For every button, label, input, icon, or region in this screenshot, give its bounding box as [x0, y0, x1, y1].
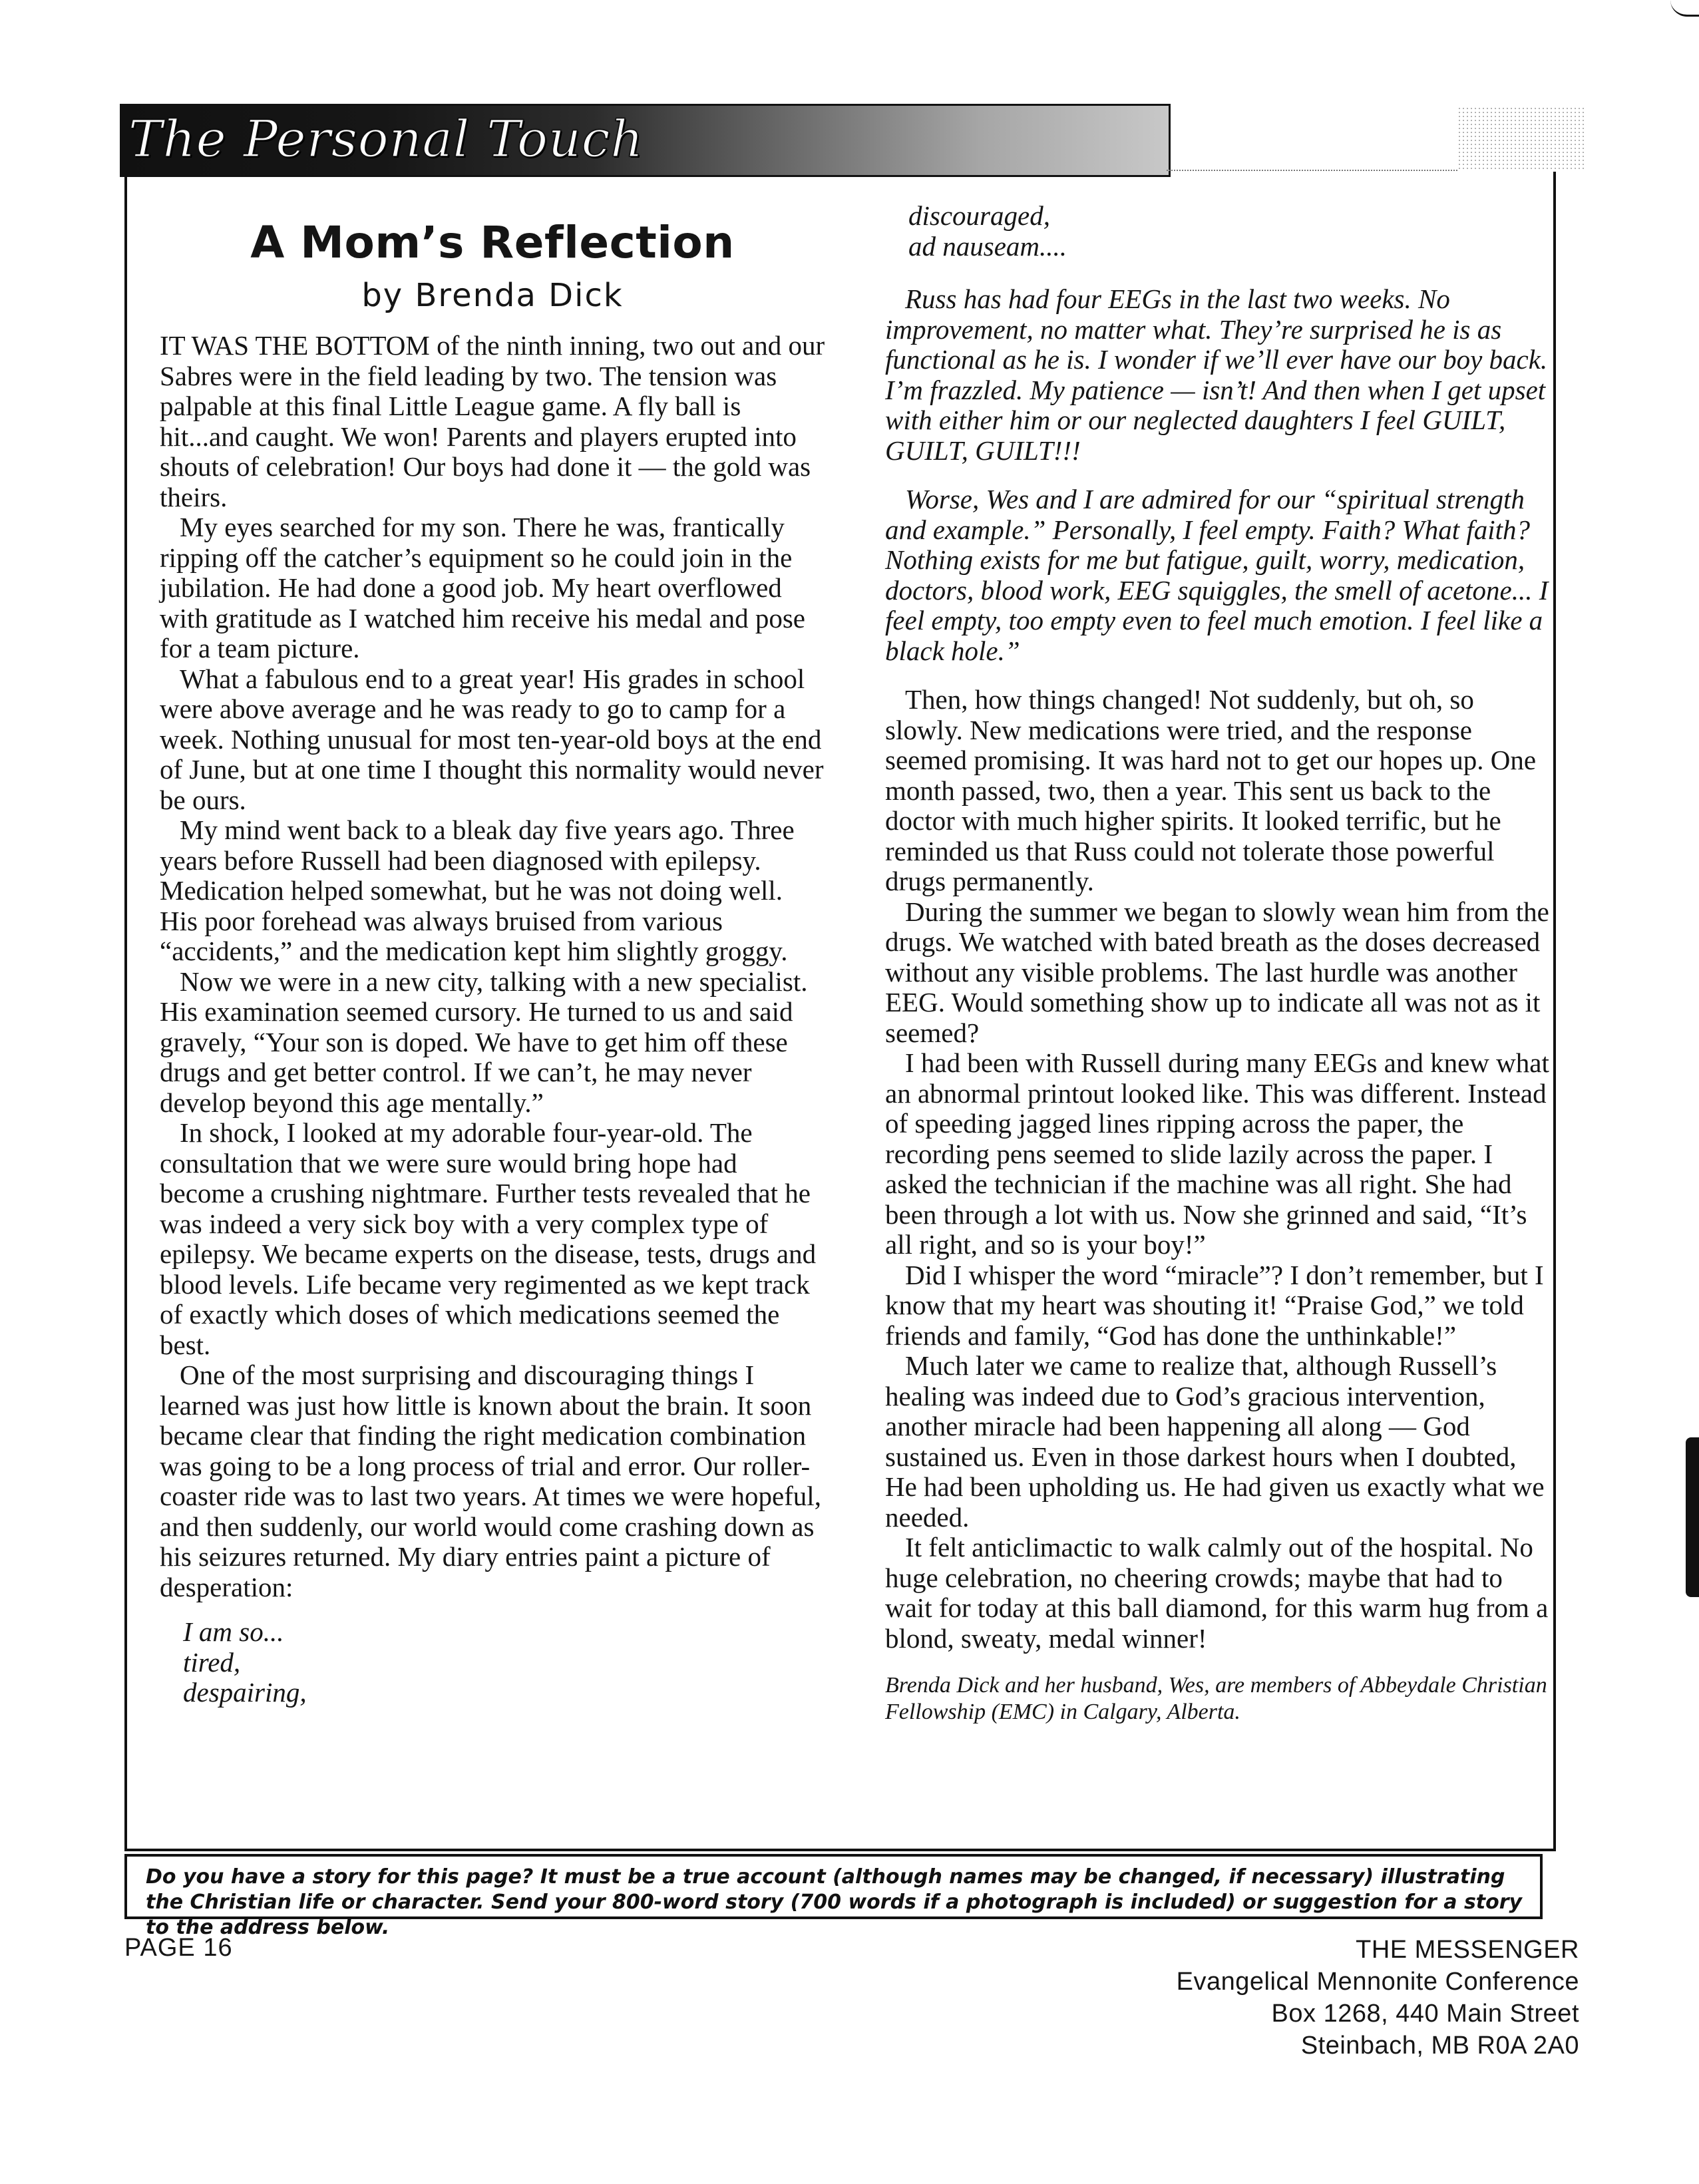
lead-in: IT WAS THE BOTTOM — [160, 330, 430, 361]
scan-corner-mark — [1670, 0, 1699, 17]
paragraph — [160, 331, 825, 512]
paragraph: It felt anticlimactic to walk calmly out of the hospital. No huge celebration, no cheering crowds; maybe that had to wait for today at this ball diamond, for this warm hug from a blond, sweaty, medal winner! — [885, 1532, 1549, 1654]
diary-quote: Russ has had four EEGs in the last two weeks. No improvement, no matter what. They’re surprised he is as functional as he is. I wonder if we’ll ever have our boy back. I’m frazzled. My patience — isn’t! And then when I get upset with either him or our neglected daughters I feel GUILT, GUILT, GUILT!!! — [885, 283, 1548, 466]
banner-screen-texture — [1457, 106, 1584, 170]
diary-line: tired, — [183, 1646, 241, 1678]
diary-entry — [183, 1617, 825, 1708]
paragraph: Then, how things changed! Not suddenly, but oh, so slowly. New medications were tried, and the response seemed promising. It was hard not to get our hopes up. One month passed, two, then a year. This sent us back to the doctor with much higher spirits. It looked terrific, but he reminded us that Russ could not tolerate those powerful drugs permanently. — [885, 684, 1537, 896]
article-left-column — [160, 208, 825, 1708]
diary-line: despairing, — [183, 1677, 307, 1708]
banner-dotted-rule — [1167, 170, 1457, 171]
paragraph: My eyes searched for my son. There he was, frantically ripping off the catcher’s equipment so he could join in the jubilation. He had done a good job. My heart overflowed with gratitude as I watched him receive his medal and pose for a team picture. — [160, 512, 806, 663]
address-line: Steinbach, MB R0A 2A0 — [1300, 2032, 1579, 2060]
diary-entry-continued — [908, 201, 1551, 262]
section-title: The Personal Touch — [128, 109, 644, 168]
story-submission-callout: Do you have a story for this page? It must be a true account (although names may be changed, if necessary) illustrating the Christian life or character. Send your 800-word story (700 words if a photograph is included) or suggestion for a story to the address below. — [124, 1854, 1543, 1919]
article-right-column — [885, 201, 1551, 1726]
article-title: A Mom’s Reflection — [250, 217, 735, 268]
diary-line: I am so... — [183, 1616, 284, 1647]
paragraph: My mind went back to a bleak day five years ago. Three years before Russell had been diagnosed with epilepsy. Medication helped somewhat, but he was not doing well. His poor forehead was always bruised from various “accidents,” and the medication kept him slightly groggy. — [160, 815, 795, 966]
organization-name: Evangelical Mennonite Conference — [1176, 1968, 1579, 1996]
publisher-address — [1177, 1934, 1579, 2062]
paragraph: Much later we came to realize that, although Russell’s healing was indeed due to God’s gracious intervention, another miracle had been happening all along — God sustained us. Even in those darkest hours when I doubted, He had been upholding us. He had given us exactly what we needed. — [885, 1350, 1545, 1533]
paragraph: During the summer we began to slowly wean him from the drugs. We watched with bated breath as the doses decreased without any visible problems. The last hurdle was another EEG. Would something show up to indicate all was not as it seemed? — [885, 896, 1549, 1048]
paragraph: Did I whisper the word “miracle”? I don’t remember, but I know that my heart was shouting it! “Praise God,” we told friends and family, “God has done the unthinkable!” — [885, 1259, 1544, 1351]
paragraph: Now we were in a new city, talking with a new specialist. His examination seemed cursory. He turned to us and said gravely, “Your son is doped. We have to get him off these drugs and get better control. If we can’t, he may never develop beyond this age mentally.” — [160, 966, 808, 1118]
diary-line: ad nauseam.... — [908, 230, 1067, 262]
diary-line: discouraged, — [908, 200, 1050, 231]
author-bio: Brenda Dick and her husband, Wes, are members of Abbeydale Christian Fellowship (EMC) in Calgary, Alberta. — [885, 1673, 1547, 1724]
address-line: Box 1268, 440 Main Street — [1271, 2000, 1579, 2028]
scan-edge-mark — [1686, 1437, 1699, 1597]
paragraph: One of the most surprising and discouraging things I learned was just how little is known about the brain. It soon became clear that finding the right medication combination was going to be a long process of trial and error. Our roller-coaster ride was to last two years. At times we were hopeful, and then suddenly, our world would come crashing down as his seizures returned. My diary entries paint a picture of desperation: — [160, 1360, 821, 1602]
article-byline: by Brenda Dick — [361, 276, 624, 314]
paragraph-text: of the ninth inning, two out and our Sabres were in the field leading by two. The tension was palpable at this final Little League game. A fly ball is hit...and caught. We won! Parents and players erupted into shouts of celebration! Our boys had done it — the gold was theirs. — [160, 330, 825, 512]
page-number: PAGE 16 — [124, 1934, 233, 1962]
section-banner — [120, 104, 1171, 177]
paragraph: What a fabulous end to a great year! His grades in school were above average and he was ready to go to camp for a week. Nothing unusual for most ten-year-old boys at the end of June, but at one time I thought this normality would never be ours. — [160, 663, 824, 815]
paragraph: In shock, I looked at my adorable four-year-old. The consultation that we were sure would bring hope had become a crushing nightmare. Further tests revealed that he was indeed a very sick boy with a very complex type of epilepsy. We became experts on the disease, tests, drugs and blood levels. Life became very regimented as we kept track of exactly which doses of which medications seemed the best. — [160, 1117, 817, 1360]
publication-name: THE MESSENGER — [1356, 1936, 1579, 1964]
paragraph: I had been with Russell during many EEGs and knew what an abnormal printout looked like. This was different. Instead of speeding jagged lines ripping across the paper, the recording pens seemed to slide lazily across the paper. I asked the technician if the machine was all right. She had been through a lot with us. Now she grinned and said, “It’s all right, and so is your boy!” — [885, 1047, 1549, 1260]
diary-quote: Worse, Wes and I are admired for our “spiritual strength and example.” Personally, I feel empty. Faith? What faith? Nothing exists for me but fatigue, guilt, worry, medication, doctors, blood work, EEG squiggles, the smell of acetone... I feel empty, too empty even to feel much emotion. I feel like a black hole.” — [885, 484, 1549, 666]
